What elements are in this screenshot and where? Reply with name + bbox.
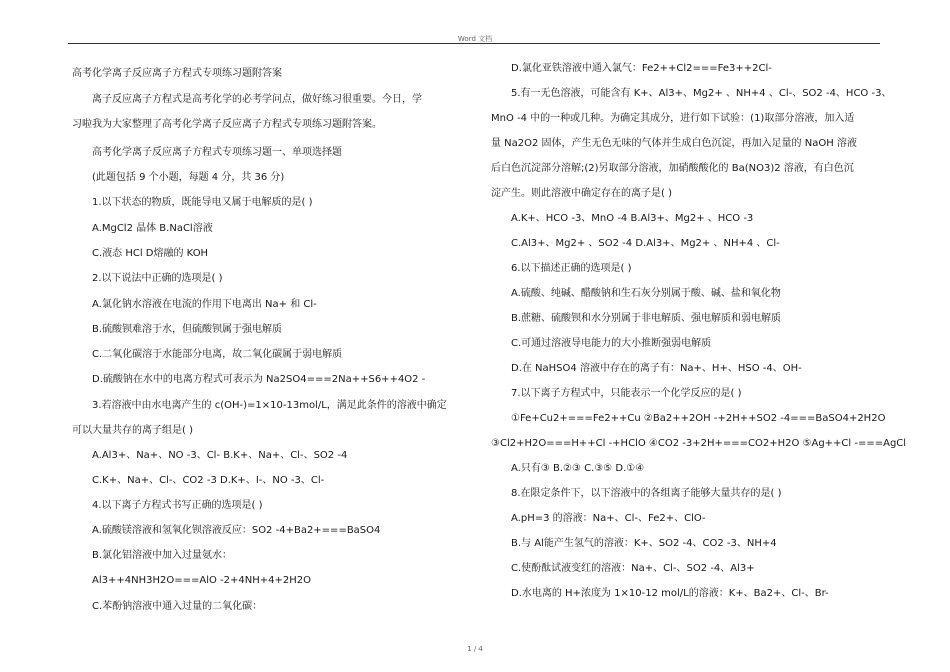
equation-line: ③Cl2+H2O===H++Cl -+HClO ④CO2 -3+2H+===CO2+H2O ⑤Ag++Cl -===AgCl xyxy=(491,438,907,449)
option-line: A.K+、HCO -3、MnO -4 B.Al3+、Mg2+ 、HCO -3 xyxy=(511,213,754,224)
option-line: C.苯酚钠溶液中通入过量的二氧化碳： xyxy=(92,601,263,612)
question-line: MnO -4 中的一种或几种。为确定其成分，进行如下试验：(1)取部分溶液，加入适 xyxy=(491,113,855,124)
option-line: B.硫酸钡难溶于水，但硫酸钡属于强电解质 xyxy=(92,324,283,335)
question-line: 8.在限定条件下，以下溶液中的各组离子能够大量共存的是( ) xyxy=(511,488,782,499)
question-line: 3.若溶液中由水电离产生的 c(OH-)=1×10-13mol/L，满足此条件的溶液中确定 xyxy=(92,400,447,411)
option-line: B.氯化铝溶液中加入过量氨水： xyxy=(92,550,233,561)
option-line: C.液态 HCl D熔融的 KOH xyxy=(92,248,209,259)
question-line: 2.以下说法中正确的选项是( ) xyxy=(92,273,223,284)
section-heading: 高考化学离子反应离子方程式专项练习题一、单项选择题 xyxy=(92,147,342,158)
question-line: 后白色沉淀部分溶解;(2)另取部分溶液，加硝酸酸化的 Ba(NO3)2 溶液，有白色沉 xyxy=(491,163,854,174)
option-line: A.氯化钠水溶液在电流的作用下电离出 Na+ 和 Cl- xyxy=(92,299,317,310)
option-line: C.Al3+、Mg2+ 、SO2 -4 D.Al3+、Mg2+ 、NH+4 、Cl- xyxy=(511,238,780,249)
intro-paragraph-line: 习啦我为大家整理了高考化学离子反应离子方程式专项练习题附答案。 xyxy=(72,119,382,130)
page-header-label: Word 文档 xyxy=(457,35,493,43)
equation-line: ①Fe+Cu2+===Fe2++Cu ②Ba2++2OH -+2H++SO2 -4===BaSO4+2H2O xyxy=(511,413,886,424)
option-line: A.pH=3 的溶液：Na+、Cl-、Fe2+、ClO- xyxy=(511,513,706,524)
question-line: 5.有一无色溶液，可能含有 K+、Al3+、Mg2+ 、NH+4 、Cl-、SO2 -4、HCO -3、 xyxy=(511,88,892,99)
document-title: 高考化学离子反应离子方程式专项练习题附答案 xyxy=(72,68,282,79)
intro-paragraph-line: 离子反应离子方程式是高考化学的必考学问点，做好练习很重要。今日，学 xyxy=(92,94,422,105)
question-line: 可以大量共存的离子组是( ) xyxy=(72,425,193,436)
option-line: C.K+、Na+、Cl-、CO2 -3 D.K+、I-、NO -3、Cl- xyxy=(92,475,325,486)
equation-line: Al3++4NH3H2O===AlO -2+4NH+4+2H2O xyxy=(92,575,311,586)
option-line: C.二氧化碳溶于水能部分电离，故二氧化碳属于弱电解质 xyxy=(92,349,343,360)
option-line: C.可通过溶液导电能力的大小推断强弱电解质 xyxy=(511,338,712,349)
option-line: D.水电离的 H+浓度为 1×10-12 mol/L的溶液：K+、Ba2+、Cl-、Br- xyxy=(511,588,829,599)
header-divider xyxy=(68,43,880,44)
option-line: A.只有③ B.②③ C.③⑤ D.①④ xyxy=(511,463,645,474)
option-line: D.氯化亚铁溶液中通入氯气：Fe2++Cl2===Fe3++2Cl- xyxy=(511,63,772,74)
question-line: 4.以下离子方程式书写正确的选项是( ) xyxy=(92,500,263,511)
option-line: B.蔗糖、硫酸钡和水分别属于非电解质、强电解质和弱电解质 xyxy=(511,313,782,324)
option-line: A.Al3+、Na+、NO -3、Cl- B.K+、Na+、Cl-、SO2 -4 xyxy=(92,450,348,461)
page-number: 1 / 4 xyxy=(467,645,483,653)
option-line: D.在 NaHSO4 溶液中存在的离子有：Na+、H+、HSO -4、OH- xyxy=(511,363,802,374)
question-line: 淀产生。则此溶液中确定存在的离子是( ) xyxy=(491,188,672,199)
option-line: A.MgCl2 晶体 B.NaCl溶液 xyxy=(92,223,213,234)
option-line: B.与 Al能产生氢气的溶液：K+、SO2 -4、CO2 -3、NH+4 xyxy=(511,538,777,549)
question-line: 7.以下离子方程式中，只能表示一个化学反应的是( ) xyxy=(511,388,742,399)
section-note: (此题包括 9 个小题，每题 4 分，共 36 分) xyxy=(92,172,285,183)
option-line: C.使酚酞试液变红的溶液：Na+、Cl-、SO2 -4、Al3+ xyxy=(511,563,755,574)
question-line: 1.以下状态的物质，既能导电又属于电解质的是( ) xyxy=(92,197,313,208)
option-line: D.硫酸钠在水中的电离方程式可表示为 Na2SO4===2Na++S6++4O2 - xyxy=(92,374,426,385)
option-line: A.硫酸、纯碱、醋酸钠和生石灰分别属于酸、碱、盐和氧化物 xyxy=(511,288,781,299)
question-line: 量 Na2O2 固体，产生无色无味的气体并生成白色沉淀，再加入足量的 NaOH 溶液 xyxy=(491,138,857,149)
option-line: A.硫酸镁溶液和氢氧化钡溶液反应：SO2 -4+Ba2+===BaSO4 xyxy=(92,525,381,536)
question-line: 6.以下描述正确的选项是( ) xyxy=(511,263,632,274)
